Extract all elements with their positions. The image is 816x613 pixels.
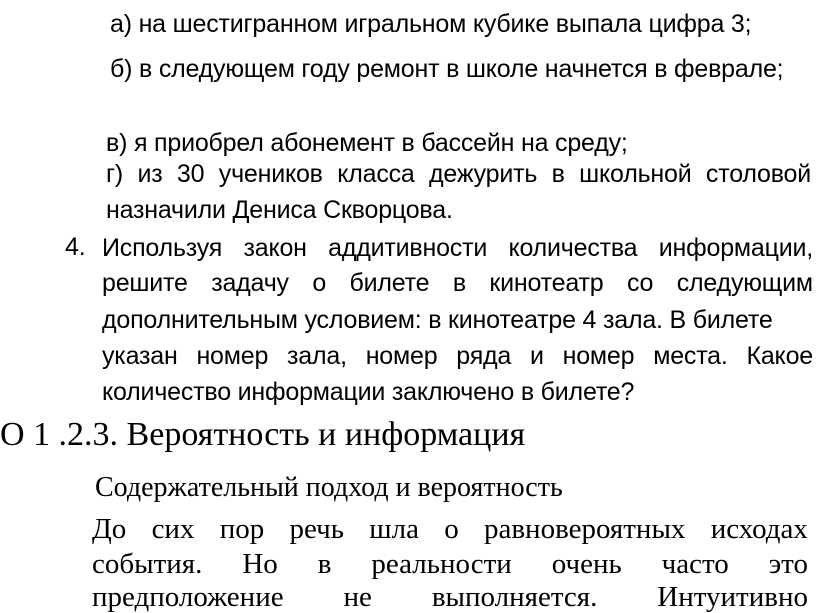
task4-line3: дополнительным условием: в кинотеатре 4 зала. В билете xyxy=(102,306,773,334)
word: кинотеатр xyxy=(489,269,604,297)
word: До xyxy=(92,513,127,545)
word: Какое xyxy=(746,342,813,370)
word: шла xyxy=(369,513,419,545)
word: предположение xyxy=(92,581,284,613)
word: из xyxy=(137,160,163,188)
word: зала, xyxy=(287,342,347,370)
word: в xyxy=(551,160,565,188)
body-text-line2 xyxy=(92,550,808,579)
word: о xyxy=(312,269,327,297)
word: речь xyxy=(289,513,344,545)
word: задачу xyxy=(211,269,289,297)
word: о xyxy=(444,513,459,545)
word: номер xyxy=(196,342,269,370)
body-text-line3 xyxy=(92,583,808,612)
word: пор xyxy=(219,513,265,545)
word: номер xyxy=(365,342,438,370)
word: Интуитивно xyxy=(657,581,808,613)
word: школьной xyxy=(579,160,692,188)
word: места. xyxy=(653,342,728,370)
word: количества xyxy=(508,234,638,262)
word: дежурить xyxy=(429,160,538,188)
word: сих xyxy=(151,513,195,545)
word: равновероятных xyxy=(483,513,686,545)
word: решите xyxy=(102,269,188,297)
word: ряда xyxy=(456,342,512,370)
word: не xyxy=(343,581,372,613)
word: г) xyxy=(106,160,124,188)
task4-line2 xyxy=(102,271,813,296)
word: события. xyxy=(92,548,203,580)
word: Но xyxy=(242,548,278,580)
word: в xyxy=(452,269,466,297)
task4-line5: количество информации заключено в билете? xyxy=(102,378,635,406)
subsection-title: Содержательный подход и вероятность xyxy=(95,472,563,503)
word: исходах xyxy=(710,513,808,545)
word: выполняется. xyxy=(431,581,598,613)
word: указан xyxy=(102,342,178,370)
word: класса xyxy=(337,160,415,188)
word: очень xyxy=(551,548,622,580)
word: Используя xyxy=(102,234,223,262)
word: со xyxy=(626,269,654,297)
task-item-b: б) в следующем году ремонт в школе начнется в феврале; xyxy=(110,55,784,83)
word: информации, xyxy=(658,234,813,262)
task4-line1 xyxy=(102,236,813,261)
word: столовой xyxy=(705,160,811,188)
word: номер xyxy=(562,342,635,370)
task4-line4 xyxy=(102,344,813,369)
word: учеников xyxy=(218,160,323,188)
body-text-line1 xyxy=(92,515,808,544)
task-item-g-line1 xyxy=(106,162,811,187)
word: билете xyxy=(349,269,430,297)
task4-number: 4. xyxy=(65,233,86,261)
word: в xyxy=(317,548,332,580)
word: часто xyxy=(661,548,729,580)
word: аддитивности xyxy=(328,234,488,262)
word: закон xyxy=(243,234,307,262)
task-item-a: а) на шестигранном игральном кубике выпала цифра 3; xyxy=(110,10,752,38)
word: это xyxy=(768,548,808,580)
word: и xyxy=(530,342,544,370)
task-item-v: в) я приобрел абонемент в бассейн на среду; xyxy=(106,129,628,157)
section-title: О 1 .2.3. Вероятность и информация xyxy=(0,416,526,453)
task-item-g-line2: назначили Дениса Скворцова. xyxy=(106,196,453,224)
word: реальности xyxy=(371,548,512,580)
word: 30 xyxy=(176,160,205,188)
word: следующим xyxy=(676,269,813,297)
